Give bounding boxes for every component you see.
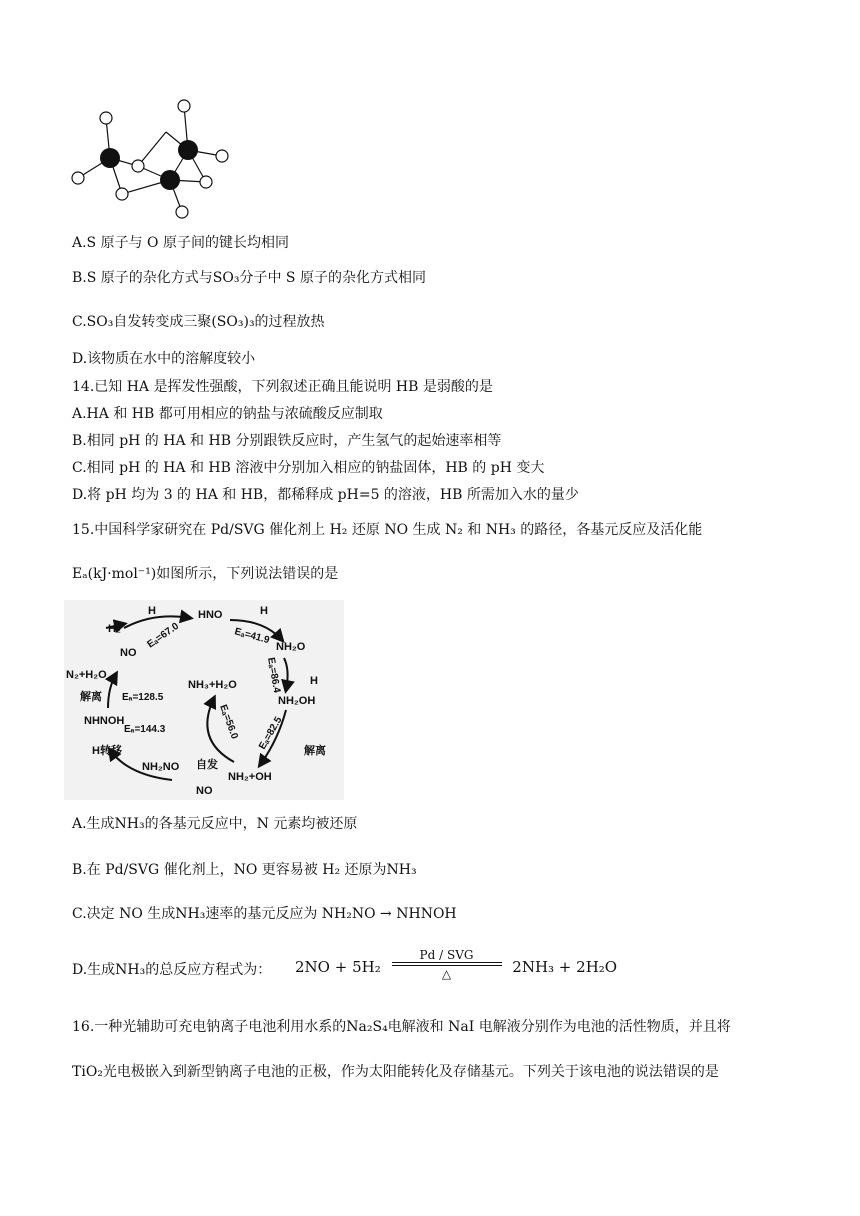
q16-stem-line2: TiO₂光电极嵌入到新型钠离子电池的正极，作为太阳能转化及存储基元。下列关于该电池的说法错误的是	[72, 1064, 719, 1080]
molecule-structure-image	[66, 96, 246, 226]
diag-nhnoh: NHNOH	[84, 715, 125, 727]
q13-option-d: D.该物质在水中的溶解度较小	[72, 351, 256, 367]
q14-option-c: C.相同 pH 的 HA 和 HB 溶液中分别加入相应的钠盐固体，HB 的 pH 变大	[72, 460, 545, 476]
q14-option-d: D.将 pH 均为 3 的 HA 和 HB，都稀释成 pH=5 的溶液，HB 所需加入水的量少	[72, 487, 579, 503]
diag-h-mid: H	[310, 675, 318, 687]
q15-option-b: B.在 Pd/SVG 催化剂上，NO 更容易被 H₂ 还原为NH₃	[72, 862, 417, 878]
diag-no-bottom: NO	[196, 785, 213, 797]
diag-ea-86-4: Eₐ=86.4	[265, 656, 283, 694]
diag-n2-h2o: N₂+H₂O	[66, 669, 107, 681]
q15-stem-line2: Eₐ(kJ·mol⁻¹)如图所示，下列说法错误的是	[72, 566, 339, 582]
diag-h-right: H	[260, 605, 268, 617]
eq-left: 2NO + 5H₂	[295, 958, 381, 976]
diag-ea-144-3: Eₐ=144.3	[124, 724, 166, 735]
q15-option-a: A.生成NH₃的各基元反应中，N 元素均被还原	[72, 816, 358, 832]
q14-option-b: B.相同 pH 的 HA 和 HB 分别跟铁反应时，产生氢气的起始速率相等	[72, 433, 502, 449]
q15-option-c: C.决定 NO 生成NH₃速率的基元反应为 NH₂NO → NHNOH	[72, 906, 457, 922]
diag-hno: HNO	[198, 609, 223, 621]
total-reaction-equation	[295, 950, 617, 984]
diag-nh3-h2o: NH₃+H₂O	[188, 679, 237, 691]
diag-h-top: H	[148, 605, 156, 617]
diag-nh2no: NH₂NO	[142, 761, 180, 773]
diag-ea-56: Eₐ=56.0	[217, 703, 240, 741]
q15-option-d: D.生成NH₃的总反应方程式为：	[72, 962, 272, 978]
eq-condition-top: Pd / SVG	[419, 948, 474, 962]
diag-ea-82-5: Eₐ=82.5	[257, 715, 285, 752]
q15-stem-line1: 15.中国科学家研究在 Pd/SVG 催化剂上 H₂ 还原 NO 生成 N₂ 和 NH₃ 的路径，各基元反应及活化能	[72, 522, 703, 538]
diag-jieli-right: 解离	[304, 745, 326, 757]
q13-option-b: B.S 原子的杂化方式与SO₃分子中 S 原子的杂化方式相同	[72, 270, 426, 286]
q16-stem-line1: 16.一种光辅助可充电钠离子电池利用水系的Na₂S₄电解液和 NaI 电解液分别作为电池的活性物质，并且将	[72, 1019, 731, 1035]
q14-option-a: A.HA 和 HB 都可用相应的钠盐与浓硫酸反应制取	[72, 406, 383, 422]
q14-stem: 14.已知 HA 是挥发性强酸，下列叙述正确且能说明 HB 是弱酸的是	[72, 379, 493, 395]
eq-arrow	[392, 948, 502, 982]
diag-nh2o: NH₂O	[276, 641, 306, 653]
diag-h-transfer: H转移	[92, 745, 122, 757]
diag-ea-128-5: Eₐ=128.5	[122, 692, 164, 703]
diag-jieli-left: 解离	[80, 691, 102, 703]
diag-nh2-oh: NH₂+OH	[228, 771, 272, 783]
diag-ea-67: Eₐ=67.0	[145, 620, 182, 651]
reaction-pathway-diagram	[64, 600, 344, 800]
q13-option-a: A.S 原子与 O 原子间的键长均相同	[72, 235, 289, 251]
diag-zifa: 自发	[196, 759, 218, 771]
eq-condition-bottom: △	[441, 967, 452, 981]
q13-option-c: C.SO₃自发转变成三聚(SO₃)₃的过程放热	[72, 314, 325, 330]
diag-no-top: NO	[120, 647, 137, 659]
diag-ea-41-9: Eₐ=41.9	[233, 626, 271, 647]
eq-right: 2NH₃ + 2H₂O	[512, 958, 618, 976]
diag-nh2oh: NH₂OH	[278, 695, 316, 707]
diag-h2: H₂	[108, 623, 121, 635]
